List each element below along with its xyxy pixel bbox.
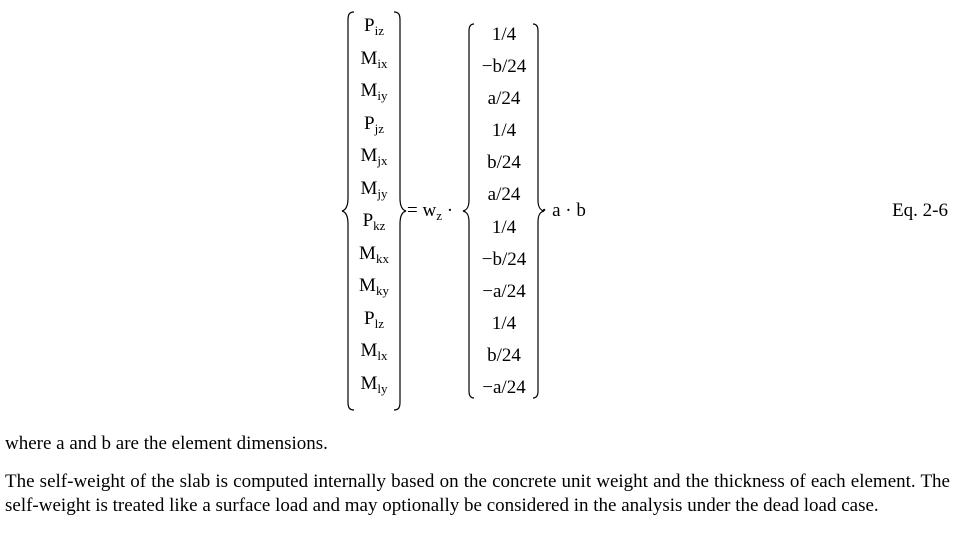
rhs-vector	[472, 19, 536, 404]
lhs-entry: $P_{iz}$	[364, 15, 384, 38]
rhs-entry: 1/4	[491, 24, 517, 45]
lhs-entry: $M_{ix}$	[360, 47, 388, 71]
equation-number: Eq. 2-6	[892, 200, 948, 221]
rhs-entry: 1/4	[491, 120, 517, 142]
rhs-entry: −b/24	[481, 56, 527, 78]
paragraph-dimensions: where a and b are the element dimensions.	[5, 433, 328, 454]
rhs-entry: 1/4	[491, 312, 517, 334]
rhs-entry: a/24	[487, 184, 521, 206]
rhs-entry: b/24	[487, 344, 521, 366]
lhs-entry: $M_{jy}$	[360, 177, 388, 201]
rhs-entry: b/24	[487, 152, 521, 174]
rhs-entry: −b/24	[481, 248, 527, 270]
lhs-vector	[350, 10, 398, 400]
rhs-entry: −a/24	[482, 377, 526, 399]
equals-wz: = $w_z$ ·	[407, 200, 454, 223]
lhs-entry: $P_{kz}$	[362, 210, 386, 233]
lhs-entry: $P_{lz}$	[364, 307, 384, 331]
rhs-entry: a/24	[487, 88, 521, 110]
lhs-entry: $M_{jx}$	[360, 145, 388, 168]
paragraph-self-weight: The self-weight of the slab is computed internally based on the concrete unit weight and the thickness of each element. The self-weight is treated like a surface load and may optionally be considered in the analysis under the dead load case.	[5, 471, 950, 516]
lhs-entry: $M_{ly}$	[360, 372, 388, 396]
lhs-entry: $P_{jz}$	[364, 112, 384, 136]
lhs-entry: $M_{iy}$	[360, 80, 388, 103]
lhs-entry: $M_{lx}$	[360, 340, 388, 363]
lhs-entry: $M_{kx}$	[359, 242, 389, 266]
times-a-b: · a · b	[541, 200, 586, 221]
lhs-entry: $M_{ky}$	[359, 275, 389, 298]
rhs-entry: 1/4	[491, 216, 517, 238]
rhs-entry: −a/24	[482, 280, 526, 302]
